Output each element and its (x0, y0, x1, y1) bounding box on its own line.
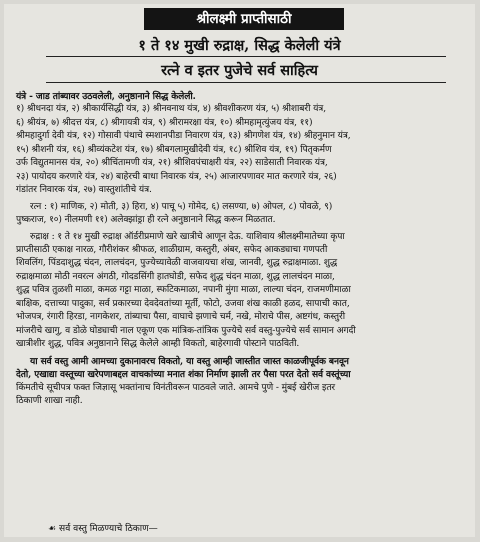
rudraksha-line: रुद्राक्ष : १ ते १४ मुखी रुद्राक्ष ऑर्डरीप्रमाणे खरे खात्रीचे आणून देऊ. याशिवाय श्रीलक्ष्मीमातेच्या कृपा (30, 231, 345, 242)
document-page (4, 4, 475, 537)
closing-line: किंमतीचे सूचीपत्र फक्त जिज्ञासू भक्तांनाच विनंतीवरून पाठवले जाते. आमचे पुणे - मुंबई खेरीज इतर (16, 382, 336, 393)
yantra-intro: यंत्रे - जाड तांब्यावर उठवलेली, अनुष्ठानाने सिद्ध केलेली. (16, 91, 196, 102)
divider-2 (46, 82, 446, 83)
yantra-line: २३) पायोदय करणारे यंत्र, २४) बाहेरची बाधा निवारक यंत्र, २५) आजारपणावर मात करणारे यंत्र, २६) (16, 171, 337, 182)
yantra-line: १५) श्रीशनी यंत्र, १६) श्रीव्यंकटेश यंत्र, १७) श्रीबगलामुखीदेवी यंत्र, १८) श्रीशिव यंत्र, १९) पितृकर्मण (16, 144, 332, 155)
rudraksha-line: भोजपत्र, रंगारी हिरडा, नागकेशर, तांब्याचा पैसा, वाघाचे झणाचे चर्म, नखे, मोराचे पीस, अष्टगंध, कस्तुरी (16, 312, 345, 323)
closing-line: ठिकाणी शाखा नाही. (16, 395, 83, 406)
footer-address-label: ☙ सर्व वस्तु मिळण्याचे ठिकाण— (48, 524, 158, 534)
rudraksha-line: रुद्राक्षमाळा मोठी नवरत्न अंगठी, गोदडसिंगी हातघोडी, सफेद शुद्ध चंदन माळा, शुद्ध लालचंदन माळा, (16, 271, 335, 282)
closing-line: देतो, एखाद्या वस्तूच्या खरेपणाबद्दल वाचकांच्या मनात शंका निर्माण झाली तर पैसा परत देतो सर्व वस्तूंच्या (16, 369, 351, 381)
rudraksha-line: मांजरीचे खागु, व डोळे घोड्याची नाल एकूण एक मांत्रिक-तांत्रिक पुज्येचे सर्व वस्तु-पुज्येचे सर्व सामान अगदी (16, 325, 356, 336)
rudraksha-line: बाक्षिक, दत्ताच्या पादुका, सर्व प्रकारच्या देवदेवतांच्या मूर्ती, फोटो, उजवा शंख काळी हळद, सापाची कात, (16, 298, 350, 309)
rudraksha-line: खात्रीशीर शुद्ध, पवित्र अनुष्ठानाने सिद्ध केलेले आम्ही विकतो, बाहेरगावी पोस्टाने पाठविती. (16, 339, 300, 350)
rudraksha-line: शिवलिंग, पिंडदाशुद्ध चंदन, लालचंदन, पुज्येच्यावेळी वाजवायचा शंख, जानवी, शुद्ध रुद्राक्षमाळा. शुद्ध (16, 258, 338, 269)
ratna-line: पुष्कराज, १०) नीलमणी ११) अलेक्झांड्रा ही रत्ने अनुष्ठानाने सिद्ध करून मिळतात. (16, 215, 276, 226)
heading-line-1: १ ते १४ मुखी रुद्राक्ष, सिद्ध केलेली यंत्रे (138, 37, 341, 54)
yantra-line: गंडांतर निवारक यंत्र, २७) वास्तुशांतीचे यंत्र. (16, 185, 152, 196)
closing-line: या सर्व वस्तु आमी आमच्या दुकानावरच विकतो, या वस्तु आम्ही जास्तीत जास्त काळजीपूर्वक बनवून (30, 355, 349, 367)
rudraksha-line: प्राप्तीसाठी एकाक्ष नारळ, गौरीशंकर श्रीफळ, शाळीग्राम, कस्तुरी, अंबर, सफेद आकड्याचा गणपती (16, 244, 328, 255)
yantra-line: १) श्रीधनदा यंत्र, २) श्रीकार्यसिद्धी यंत्र, ३) श्रीनवनाथ यंत्र, ४) श्रीवशीकरण यंत्र, ५) श्रीशाबरी यंत्र, (16, 104, 327, 115)
ratna-line: रत्न : १) माणिक, २) मोती, ३) हिरा, ४) पाचू ५) गोमेद, ६) लसण्या, ७) ओपल, ८) पोवळे, ९) (30, 201, 333, 212)
title-banner: श्रीलक्ष्मी प्राप्तीसाठी (144, 8, 344, 30)
body-text (16, 90, 464, 408)
heading-line-2: रत्ने व इतर पुजेचे सर्व साहित्य (161, 62, 318, 79)
rudraksha-line: शुद्ध पवित्र तुळशी माळा, कमळ गट्टा माळा, स्फटिकमाळा, नपानी मुंगा माळा, लाल्या चंदन, राजमणीमाळा (16, 285, 351, 296)
divider-1 (46, 56, 446, 57)
yantra-line: श्रीमहादुर्गा देवी यंत्र, १२) गोसावी पंथाचे स्मशानपीडा निवारण यंत्र, १३) श्रीगणेश यंत्र, १४) श्रीहनुमान यंत्र, (16, 131, 351, 142)
yantra-line: ६) श्रीयंत्र, ७) श्रीदत्त यंत्र, ८) श्रीगायत्री यंत्र, ९) श्रीरामरक्षा यंत्र, १०) श्रीमहामृत्युंजय यंत्र, ११) (16, 117, 313, 128)
yantra-line: उर्फ विद्युतमानस यंत्र, २०) श्रीचिंतामणी यंत्र, २१) श्रीशिवपंचाक्षरी यंत्र, २२) साडेसाती निवारक यंत्र, (16, 158, 328, 169)
